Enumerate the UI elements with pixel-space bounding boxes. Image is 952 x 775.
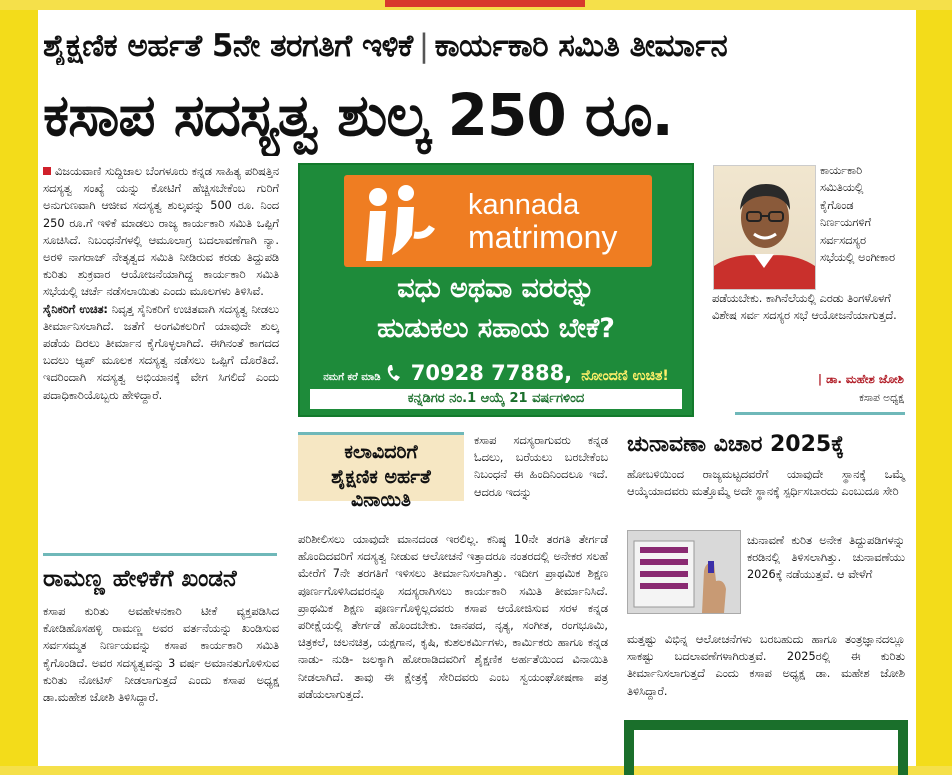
main-headline: ಕಸಾಪ ಸದಸ್ಯತ್ವ ಶುಲ್ಕ 250 ರೂ. [43,81,673,149]
kicker-separator: | [418,28,429,64]
phone-icon [386,364,402,382]
matrimony-ad[interactable] [298,163,694,417]
quote-continued: ಪಡೆಯಬೇಕು. ಕಾಗಿನೆಲೆಯಲ್ಲಿ ಎರಡು ತಿಂಗಳೊಳಗೆ ವಿಶೇಷ ಸರ್ವ ಸದಸ್ಯರ ಸಭೆ ಆಯೋಜನೆಯಾಗುತ್ತದೆ. [712,292,897,323]
brand-line1: kannada [468,189,580,221]
quote-role: ಕಸಾಪ ಅಧ್ಯಕ್ಷ [859,392,904,404]
voting-machine-image [628,531,740,613]
free-registration: ನೋಂದಣಿ ಉಚಿತ! [581,368,669,384]
top-red-marker [385,0,585,7]
dateline: ವಿಜಯವಾಣಿ ಸುದ್ದಿಜಾಲ ಬೆಂಗಳೂರು [55,165,188,178]
quote-attribution: | ಡಾ. ಮಹೇಶ ಜೋಶಿ [817,372,904,386]
election-beside-image: ಚುನಾವಣೆ ಕುರಿತ ಅನೇಕ ತಿದ್ದುಪಡಿಗಳನ್ನು ಕರಡಿನಲ್ಲಿ ತಿಳಿಸಲಾಗಿತ್ತು. ಚುನಾವಣೆಯು 2026ಕ್ಕೆ ನಡೆಯುತ್ತವೆ. ಆ ವೇಳೆಗೆ [747,534,905,582]
dateline-bullet [43,167,51,175]
family-logo-icon [344,175,444,267]
ad-phone-number[interactable]: 70928 77888, [410,361,573,385]
bottom-ad-frame [624,720,908,775]
ad-footer: ಕನ್ನಡಿಗರ ನಂ.1 ಆಯ್ಕೆ 21 ವರ್ಷಗಳಿಂದ [310,389,682,409]
election-title: ಚುನಾವಣಾ ವಿಚಾರ 2025ಕ್ಕೆ [627,432,845,457]
soldiers-paragraph: ಸೈನಿಕರಿಗೆ ಉಚಿತ: ನಿವೃತ್ತ ಸೈನಿಕರಿಗೆ ಉಚಿತವಾಗಿ ಸದಸ್ಯತ್ವ ನೀಡಲು ತೀರ್ಮಾನಿಸಲಾಗಿದೆ. ಜತೆಗೆ ಅಂಗವಿಕಲರಿಗೆ ಯಾವುದೇ ಶುಲ್ಕ ಪಡೆಯ ದಿರಲು ತೀರ್ಮಾನ ಕೈಗೊಳ್ಳಲಾಗಿದೆ. ಈಗಿನಂತೆ ಕಾಗದದ ಬದಲು ಆ್ಯಪ್ ಮೂಲಕ ಸದಸ್ಯತ್ವ ನಡೆಸಲು ಒಪ್ಪಿಗೆ ದೊರೆತಿದೆ. ಇದರಿಂದಾಗಿ ಸದಸ್ಯತ್ವ ಅಭಿಯಾನಕ್ಕೆ ವೇಗ ಸಿಗಲಿದೆ ಎಂದು ಪದಾಧಿಕಾರಿಯೊಬ್ಬರು ಹೇಳಿದ್ದಾರೆ. [43,302,279,402]
quote-beside-photo: ಕಾರ್ಯಕಾರಿ ಸಮಿತಿಯಲ್ಲಿ ಕೈಗೊಂಡ ನಿರ್ಣಯಗಳಿಗೆ ಸರ್ವಸದಸ್ಯರ ಸಭೆಯಲ್ಲಿ ಅಂಗೀಕಾರ [820,164,895,265]
kicker-left: ಶೈಕ್ಷಣಿಕ ಅರ್ಹತೆ 5ನೇ ತರಗತಿಗೆ ಇಳಿಕೆ [43,28,413,64]
left-page-edge [0,0,38,775]
quote-divider [735,412,905,415]
artists-text-beside: ಕಸಾಪ ಸದಸ್ಯರಾಗುವರು ಕನ್ನಡ ಓದಲು, ಬರೆಯಲು ಬರಬೇಕೆಂಬ ನಿಬಂಧನೆ ಈ ಹಿಂದಿನಿಂದಲೂ ಇದೆ. ಆದರೂ ಇದನ್ನು [474,434,608,499]
call-label: ನಮಗೆ ಕರೆ ಮಾಡಿ [323,372,381,383]
lead-article [43,163,279,404]
ad-line2: ಹುಡುಕಲು ಸಹಾಯ ಬೇಕೆ? [377,313,615,344]
ad-phone-row[interactable] [300,361,692,385]
kicker-headline [43,28,913,65]
brand-line2: matrimony [468,219,618,255]
portrait-image [714,166,815,289]
ramanna-title: ರಾಮಣ್ಣ ಹೇಳಿಕೆಗೆ ಖಂಡನೆ [43,566,237,592]
ballot-image [627,530,741,614]
artists-subhead-line3: ವಿನಾಯಿತಿ [350,489,411,511]
artists-subhead-line1: ಕಲಾವಿದರಿಗೆ [344,441,418,463]
soldiers-subhead: ಸೈನಿಕರಿಗೆ ಉಚಿತ: [43,302,108,316]
artists-subhead-line2: ಶೈಕ್ಷಣಿಕ ಅರ್ಹತೆ [331,466,431,488]
lead-paragraph: ವಿಜಯವಾಣಿ ಸುದ್ದಿಜಾಲ ಬೆಂಗಳೂರು ಕನ್ನಡ ಸಾಹಿತ್ಯ ಪರಿಷತ್ತಿನ ಸದಸ್ಯತ್ವ ಸಂಖ್ಯೆ ಯನ್ನು ಕೋಟಿಗೆ ಹೆಚ್ಚಿಸಬೇಕೆಂಬ ಗುರಿಗೆ ಅನುಗುಣವಾಗಿ ಆಜೀವ ಸದಸ್ಯತ್ವ ಶುಲ್ಕವನ್ನು 500 ರೂ. ನಿಂದ 250 ರೂ.ಗೆ ಇಳಿಕೆ ಮಾಡಲು ರಾಜ್ಯ ಕಾರ್ಯಕಾರಿ ಸಮಿತಿ ಒಪ್ಪಿಗೆ ಸೂಚಿಸಿದೆ. ನಿಬಂಧನೆಗಳಲ್ಲಿ ಆಮೂಲಾಗ್ರ ಬದಲಾವಣೆಗಾಗಿ ನ್ಯಾ. ಅರಳಿ ನಾಗರಾಜ್ ನೇತೃತ್ವದ ಸಮಿತಿ ನೀಡಿರುವ ಕರಡು ತಿದ್ದುಪಡಿ ಕುರಿತು ಶುಕ್ರವಾರ ಆಯೋಜನೆಯಾಗಿದ್ದ ಕಾರ್ಯಕಾರಿ ಸಮಿತಿ ಸಭೆಯಲ್ಲಿ ಚರ್ಚೆ ನಡೆಸಲಾಯಿತು ಎಂದು ಮೂಲಗಳು ತಿಳಿಸಿವೆ. [43,165,279,299]
artists-subhead-box [298,432,464,511]
ramanna-article: ಕಸಾಪ ಕುರಿತು ಅವಹೇಳನಕಾರಿ ಟೀಕೆ ವ್ಯಕ್ತಪಡಿಸಿದ ಕೋಡಿಹೊಸಹಳ್ಳಿ ರಾಮಣ್ಣ ಅವರ ವರ್ತನೆಯನ್ನು ಖಂಡಿಸುವ ಸರ್ವಸಮ್ಮತ ನಿರ್ಣಯವನ್ನು ಕಸಾಪ ಕಾರ್ಯಕಾರಿ ಸಮಿತಿ ಕೈಗೊಂಡಿದೆ. ಅವರ ಸದಸ್ಯತ್ವವನ್ನು 3 ವರ್ಷ ಅಮಾನತುಗೊಳಿಸುವ ಕುರಿತು ನೋಟಿಸ್ ನೀಡಲಾಗುತ್ತದೆ ಎಂದು ಕಸಾಪ ಅಧ್ಯಕ್ಷ ಡಾ.ಮಹೇಶ ಜೋಶಿ ತಿಳಿಸಿದ್ದಾರೆ. [43,605,279,705]
kicker-right: ಕಾರ್ಯಕಾರಿ ಸಮಿತಿ ತೀರ್ಮಾನ [434,28,728,64]
kannada-matrimony-logo [344,175,652,267]
right-page-edge [916,0,952,775]
president-photo [713,165,816,290]
ad-line1: ವಧು ಅಥವಾ ವರರನ್ನು [397,273,595,304]
election-lead: ಹೋಬಳಿಯಿಂದ ರಾಜ್ಯಮಟ್ಟದವರೆಗೆ ಯಾವುದೇ ಸ್ಥಾನಕ್ಕೆ ಒಮ್ಮೆ ಆಯ್ಕೆಯಾದವರು ಮತ್ತೊಮ್ಮೆ ಅದೇ ಸ್ಥಾನಕ್ಕೆ ಸ್ಪರ್ಧಿಸಬಾರದು ಎಂಬುದೂ ಸೇರಿ [627,468,905,499]
election-rest: ಮತ್ತಷ್ಟು ವಿಭಿನ್ನ ಆಲೋಚನೆಗಳು ಬರಬಹುದು ಹಾಗೂ ತಂತ್ರಜ್ಞಾನದಲ್ಲೂ ಸಾಕಷ್ಟು ಬದಲಾವಣೆಗಳಾಗಿರುತ್ತವೆ. 2025ರಲ್ಲಿ ಈ ಕುರಿತು ತೀರ್ಮಾನಿಸಲಾಗುತ್ತದೆ ಎಂದು ಕಸಾಪ ಅಧ್ಯಕ್ಷ ಡಾ. ಮಹೇಶ ಜೋಶಿ ತಿಳಿಸಿದ್ದಾರೆ. [627,633,905,698]
section-divider [43,553,277,556]
artists-text: ಪರಿಶೀಲಿಸಲು ಯಾವುದೇ ಮಾನದಂಡ ಇರಲಿಲ್ಲ. ಕನಿಷ್ಠ 10ನೇ ತರಗತಿ ತೇರ್ಗಡೆ ಹೊಂದಿದವರಿಗೆ ಸದಸ್ಯತ್ವ ನೀಡುವ ಆಲೋಚನೆ ಇತ್ತಾದರೂ ನಂತರದಲ್ಲಿ ಅನೇಕರ ಸಲಹೆ ಮೇರೆಗೆ 7ನೇ ತರಗತಿಗೆ ಇಳಿಸಲು ತೀರ್ಮಾನಿಸಲಾಗಿತ್ತು. ಇದೀಗ ಪ್ರಾಥಮಿಕ ಶಿಕ್ಷಣ ಪೂರ್ಣಗೊಳಿಸಿದವರನ್ನೂ ಸದಸ್ಯರಾಗಿಸಲು ಕಾರ್ಯಕಾರಿ ಸಮಿತಿ ತೀರ್ಮಾನಿಸಿದೆ. ಪ್ರಾಥಮಿಕ ಶಿಕ್ಷಣ ಪೂರ್ಣಗೊಳ್ಳಿಲ್ಲದವರು ಕಸಾಪ ಆಯೋಜಿಸುವ ಸರಳ ಕನ್ನಡ ಪರೀಕ್ಷೆಯಲ್ಲಿ ತೇರ್ಗಡೆ ಹೊಂದಬೇಕು. ಜಾನಪದ, ನೃತ್ಯ, ಸಂಗೀತ, ರಂಗಭೂಮಿ, ಚಿತ್ರಕಲೆ, ಚಲನಚಿತ್ರ, ಯಕ್ಷಗಾನ, ಕೃಷಿ, ಕುಶಲಕರ್ಮಿಗಳು, ಕಾರ್ಮಿಕರು ಹಾಗೂ ಕನ್ನಡ ನಾಡು- ನುಡಿ- ಜಲಕ್ಕಾಗಿ ಹೋರಾಡಿದವರಿಗೆ ಶೈಕ್ಷಣಿಕ ಅರ್ಹತೆಯಿಂದ ವಿನಾಯಿತಿ ನೀಡಲಾಗಿದೆ. ತಾವು ಈ ಕ್ಷೇತ್ರಕ್ಕೆ ಸೇರಿದವರು ಎಂಬ ಸ್ವಯಂಘೋಷಣಾ ಪತ್ರ ಪಡೆಯಲಾಗುತ್ತದೆ. [298,533,608,701]
